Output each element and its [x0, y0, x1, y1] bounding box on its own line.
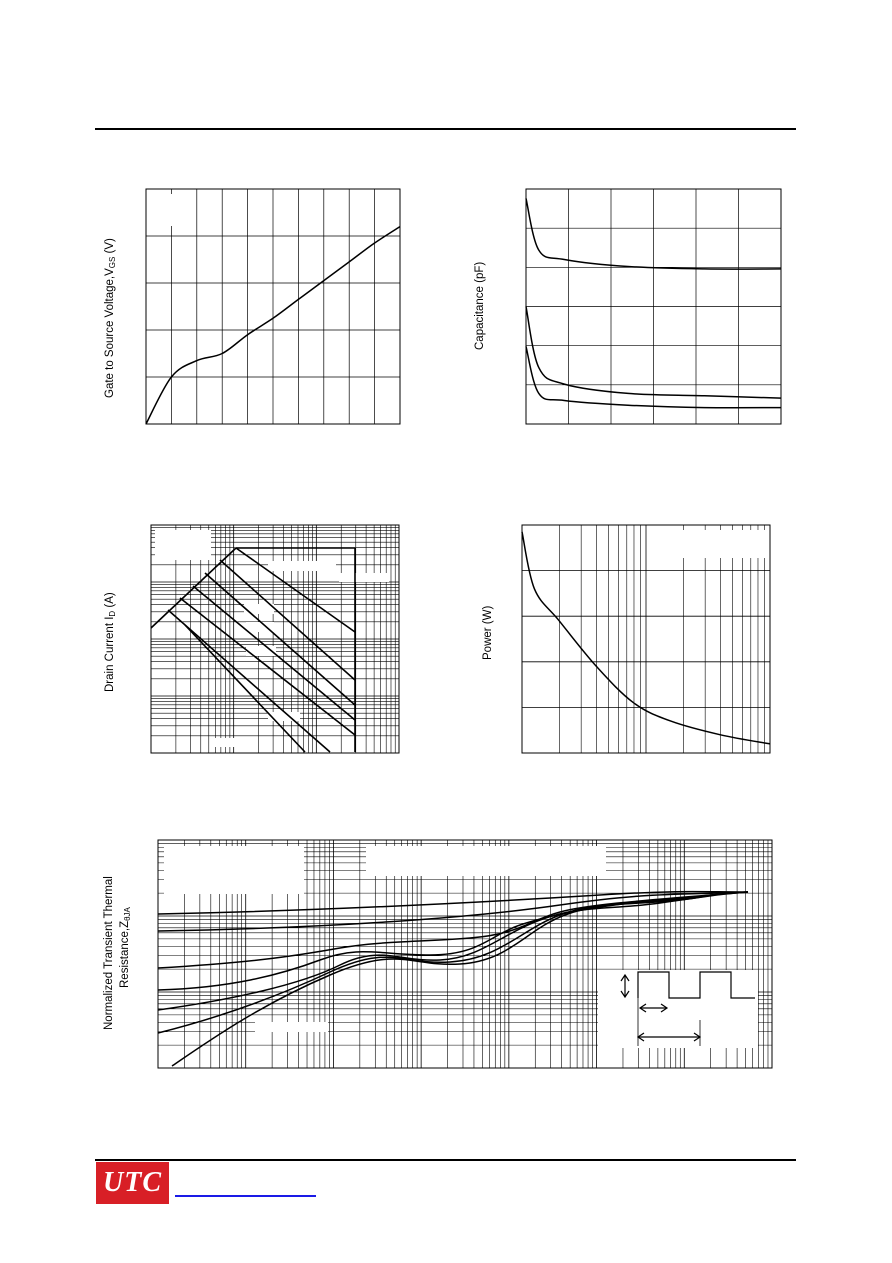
- soa-ylabel: Drain Current $I_D$ (A): [104, 592, 117, 692]
- power-ylabel: Power (W): [482, 605, 494, 660]
- soa-limit-line-8: [180, 598, 355, 735]
- thermal-ylabel-line2: $Resistance,Z_{\theta JA}$: [119, 907, 132, 988]
- soa-limit-line-5: [220, 560, 355, 680]
- legend-box: [268, 712, 300, 721]
- utc-logo: UTC: [96, 1162, 169, 1204]
- safe-operating-area-chart: [151, 525, 399, 753]
- power-chart: [522, 525, 770, 753]
- legend-box: [268, 561, 336, 571]
- legend-box: [366, 846, 606, 876]
- legend-box: [155, 530, 211, 560]
- legend-box: [255, 1022, 328, 1032]
- thermal-ylabel-line1: Normalized Transient Thermal: [103, 876, 115, 1030]
- soa-limit-line-10: [185, 625, 305, 752]
- thermal-impedance-chart: [158, 840, 772, 1068]
- gate-charge-ylabel: Gate to Source $Voltage,V_{GS}$ (V): [104, 238, 117, 398]
- capacitance-ylabel: Capacitance (pF): [474, 261, 486, 350]
- legend-box: [339, 573, 389, 582]
- legend-box: [164, 846, 304, 894]
- legend-box: [677, 530, 765, 558]
- legend-box: [244, 604, 274, 614]
- legend-box: [214, 738, 254, 747]
- website-link[interactable]: [175, 1195, 316, 1197]
- footer-rule: [95, 1159, 796, 1161]
- gate-charge-chart: [146, 189, 400, 424]
- legend-box: [598, 970, 758, 1048]
- capacitance-chart: [526, 189, 781, 424]
- legend-box: [150, 194, 195, 226]
